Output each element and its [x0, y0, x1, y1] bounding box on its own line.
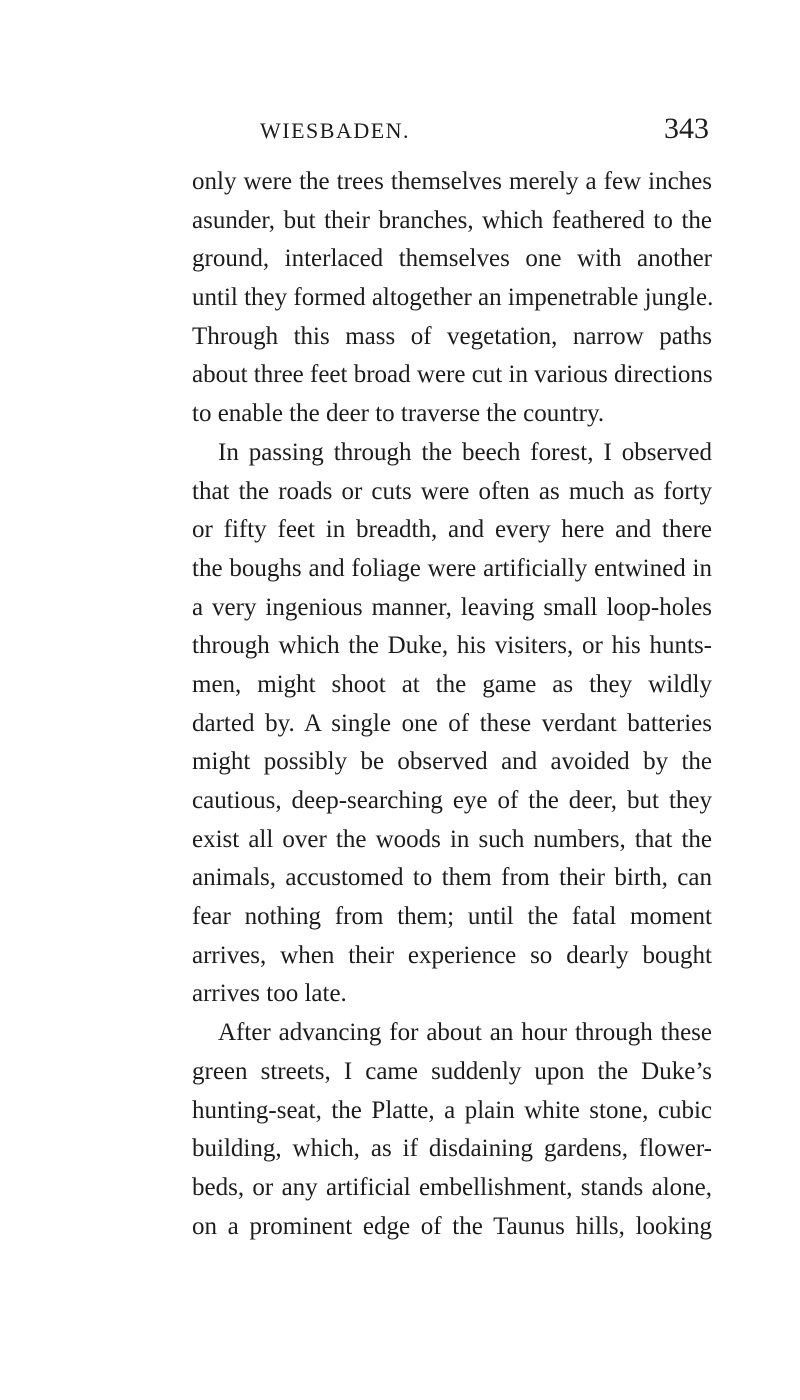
- text-line: green streets, I came suddenly upon the Duke’s: [192, 1057, 712, 1085]
- text-line: building, which, as if disdaining gardens, flower-: [192, 1135, 712, 1163]
- text-line: the boughs and foliage were artificially entwined in: [192, 554, 712, 582]
- text-line: or fifty feet in breadth, and every here and there: [192, 516, 712, 544]
- text-line: cautious, deep-searching eye of the deer, but they: [192, 787, 712, 814]
- text-line: might possibly be observed and avoided by the: [192, 748, 712, 776]
- paragraph-start-line: After advancing for about an hour through these: [218, 1019, 712, 1047]
- text-line: only were the trees themselves merely a few inches: [192, 168, 712, 195]
- text-line: that the roads or cuts were often as much as forty: [192, 477, 712, 505]
- paragraph-start-line: In passing through the beech forest, I observed: [218, 438, 712, 466]
- text-line: a very ingenious manner, leaving small loop-holes: [192, 593, 712, 621]
- text-line: on a prominent edge of the Taunus hills, looking: [192, 1212, 712, 1240]
- text-line: until they formed altogether an impenetrable jungle.: [192, 284, 714, 312]
- text-line: darted by. A single one of these verdant batteries: [192, 709, 712, 737]
- page-number: 343: [664, 112, 709, 145]
- text-line: animals, accustomed to them from their birth, can: [192, 864, 712, 892]
- text-line: to enable the deer to traverse the country.: [192, 400, 605, 428]
- text-line: Through this mass of vegetation, narrow paths: [192, 322, 712, 350]
- text-line: fear nothing from them; until the fatal moment: [192, 903, 712, 931]
- text-line: ground, interlaced themselves one with another: [192, 245, 712, 273]
- text-line: beds, or any artificial embellishment, stands alone,: [192, 1173, 712, 1201]
- body-text: [192, 163, 712, 1246]
- text-line: arrives, when their experience so dearly bought: [192, 941, 712, 969]
- text-line: arrives too late.: [192, 980, 347, 1008]
- text-line: through which the Duke, his visiters, or his hunts-: [192, 632, 712, 660]
- running-head: WIESBADEN.: [260, 118, 411, 143]
- text-line: men, might shoot at the game as they wildly: [192, 670, 712, 698]
- page-header: [192, 112, 712, 152]
- text-line: about three feet broad were cut in various directions: [192, 361, 713, 389]
- text-line: asunder, but their branches, which feathered to the: [192, 206, 712, 234]
- text-line: hunting-seat, the Platte, a plain white stone, cubic: [192, 1096, 712, 1124]
- text-line: exist all over the woods in such numbers, that the: [192, 825, 712, 853]
